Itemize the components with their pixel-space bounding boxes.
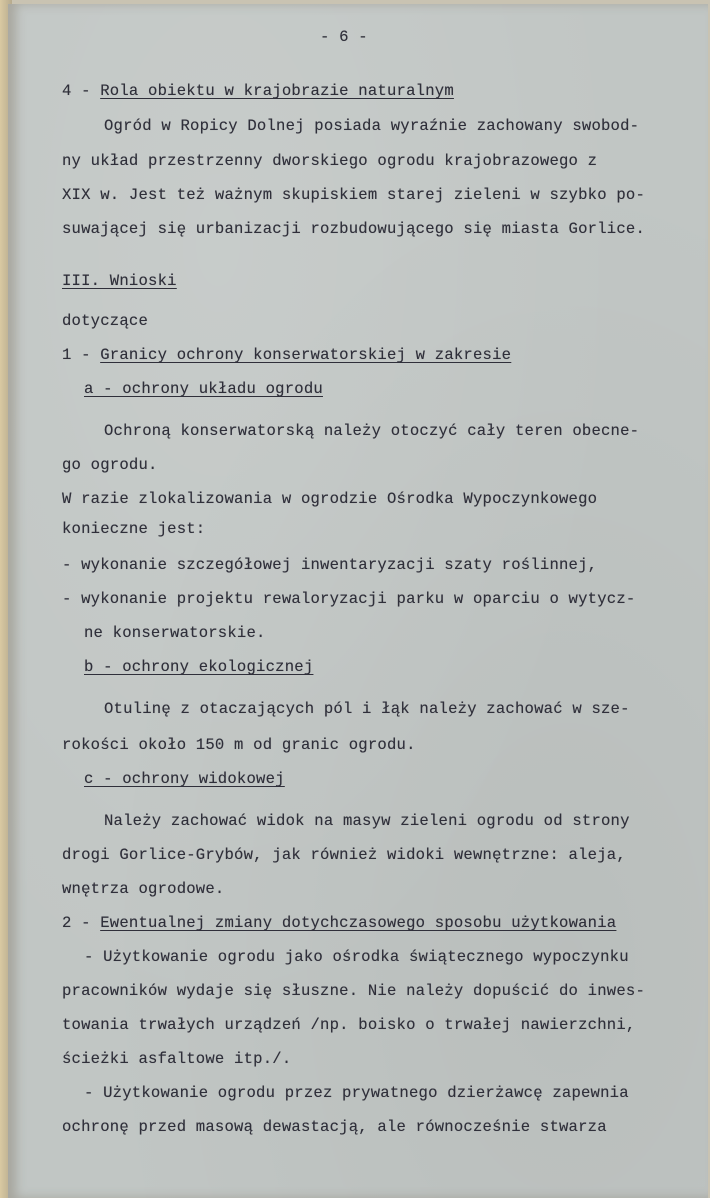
heading-label: 4 - [62, 82, 101, 100]
point-2-heading-text [62, 914, 616, 932]
point-1-heading [62, 346, 511, 364]
point-1a-line-1: Ochroną konserwatorską należy otoczyć cały teren obecne- [104, 422, 640, 440]
heading-underlined-title: Ewentualnej zmiany dotychczasowego sposobu użytkowania [100, 914, 617, 932]
section-4-line-4: suwającej się urbanizacji rozbudowującego się miasta Gorlice. [62, 220, 646, 238]
point-1-heading-text [62, 346, 511, 364]
point-1a-heading [84, 380, 323, 398]
conclusions-heading: III. Wnioski [62, 272, 177, 290]
point-1a-line-7: ne konserwatorskie. [84, 624, 266, 642]
point-2-line-2: pracowników wydaje się słuszne. Nie należy dopuścić do inwes- [62, 982, 646, 1000]
section-4-line-3: XIX w. Jest też ważnym skupiskiem starej zieleni w szybko po- [62, 186, 646, 204]
section-4-heading [62, 82, 454, 100]
point-2-line-1: - Użytkowanie ogrodu jako ośrodka świątecznego wypoczynku [84, 948, 629, 966]
section-4-line-1: Ogród w Ropicy Dolnej posiada wyraźnie zachowany swobod- [104, 117, 640, 135]
heading-label: 1 - [62, 346, 101, 364]
point-1b-line-2: rokości około 150 m od granic ogrodu. [62, 736, 416, 754]
point-2-line-4: ścieżki asfaltowe itp./. [62, 1050, 292, 1068]
point-2-line-5: - Użytkowanie ogrodu przez prywatnego dzierżawcę zapewnia [84, 1084, 629, 1102]
point-1b-heading-text: b - ochrony ekologicznej [84, 658, 314, 676]
point-1b-line-1: Otulinę z otaczających pól i łąk należy zachować w sze- [104, 700, 630, 718]
heading-label: 2 - [62, 914, 101, 932]
heading-underlined-title: Granicy ochrony konserwatorskiej w zakresie [100, 346, 512, 364]
section-4-heading-text [62, 82, 454, 100]
heading-underlined-title: Rola obiektu w krajobrazie naturalnym [100, 82, 454, 100]
point-1a-line-3: W razie zlokalizowania w ogrodzie Ośrodka Wypoczynkowego [62, 490, 598, 508]
point-1c-line-3: wnętrza ogrodowe. [62, 880, 225, 898]
point-1a-line-5: - wykonanie szczegółowej inwentaryzacji szaty roślinnej, [62, 556, 598, 574]
point-1a-line-2: go ogrodu. [62, 456, 158, 474]
point-1c-line-2: drogi Gorlice-Grybów, jak również widoki wewnętrzne: aleja, [62, 846, 626, 864]
conclusions-intro: dotyczące [62, 312, 149, 330]
section-4-line-2: ny układ przestrzenny dworskiego ogrodu krajobrazowego z [62, 152, 598, 170]
point-2-line-3: towania trwałych urządzeń /np. boisko o trwałej nawierzchni, [62, 1016, 636, 1034]
point-1a-line-4: konieczne jest: [62, 520, 206, 538]
point-1a-line-6: - wykonanie projektu rewaloryzacji parku w oparciu o wytycz- [62, 590, 636, 608]
page-number: - 6 - [320, 28, 368, 46]
point-1a-heading-text: a - ochrony układu ogrodu [84, 380, 323, 398]
point-1b-heading [84, 658, 313, 676]
point-2-line-6: ochronę przed masową dewastacją, ale równocześnie stwarza [62, 1118, 607, 1136]
point-1c-line-1: Należy zachować widok na masyw zieleni ogrodu od strony [104, 812, 630, 830]
point-2-heading [62, 914, 616, 932]
point-1c-heading-text: c - ochrony widokowej [84, 770, 285, 788]
point-1c-heading [84, 770, 285, 788]
typewritten-page [8, 4, 708, 1198]
